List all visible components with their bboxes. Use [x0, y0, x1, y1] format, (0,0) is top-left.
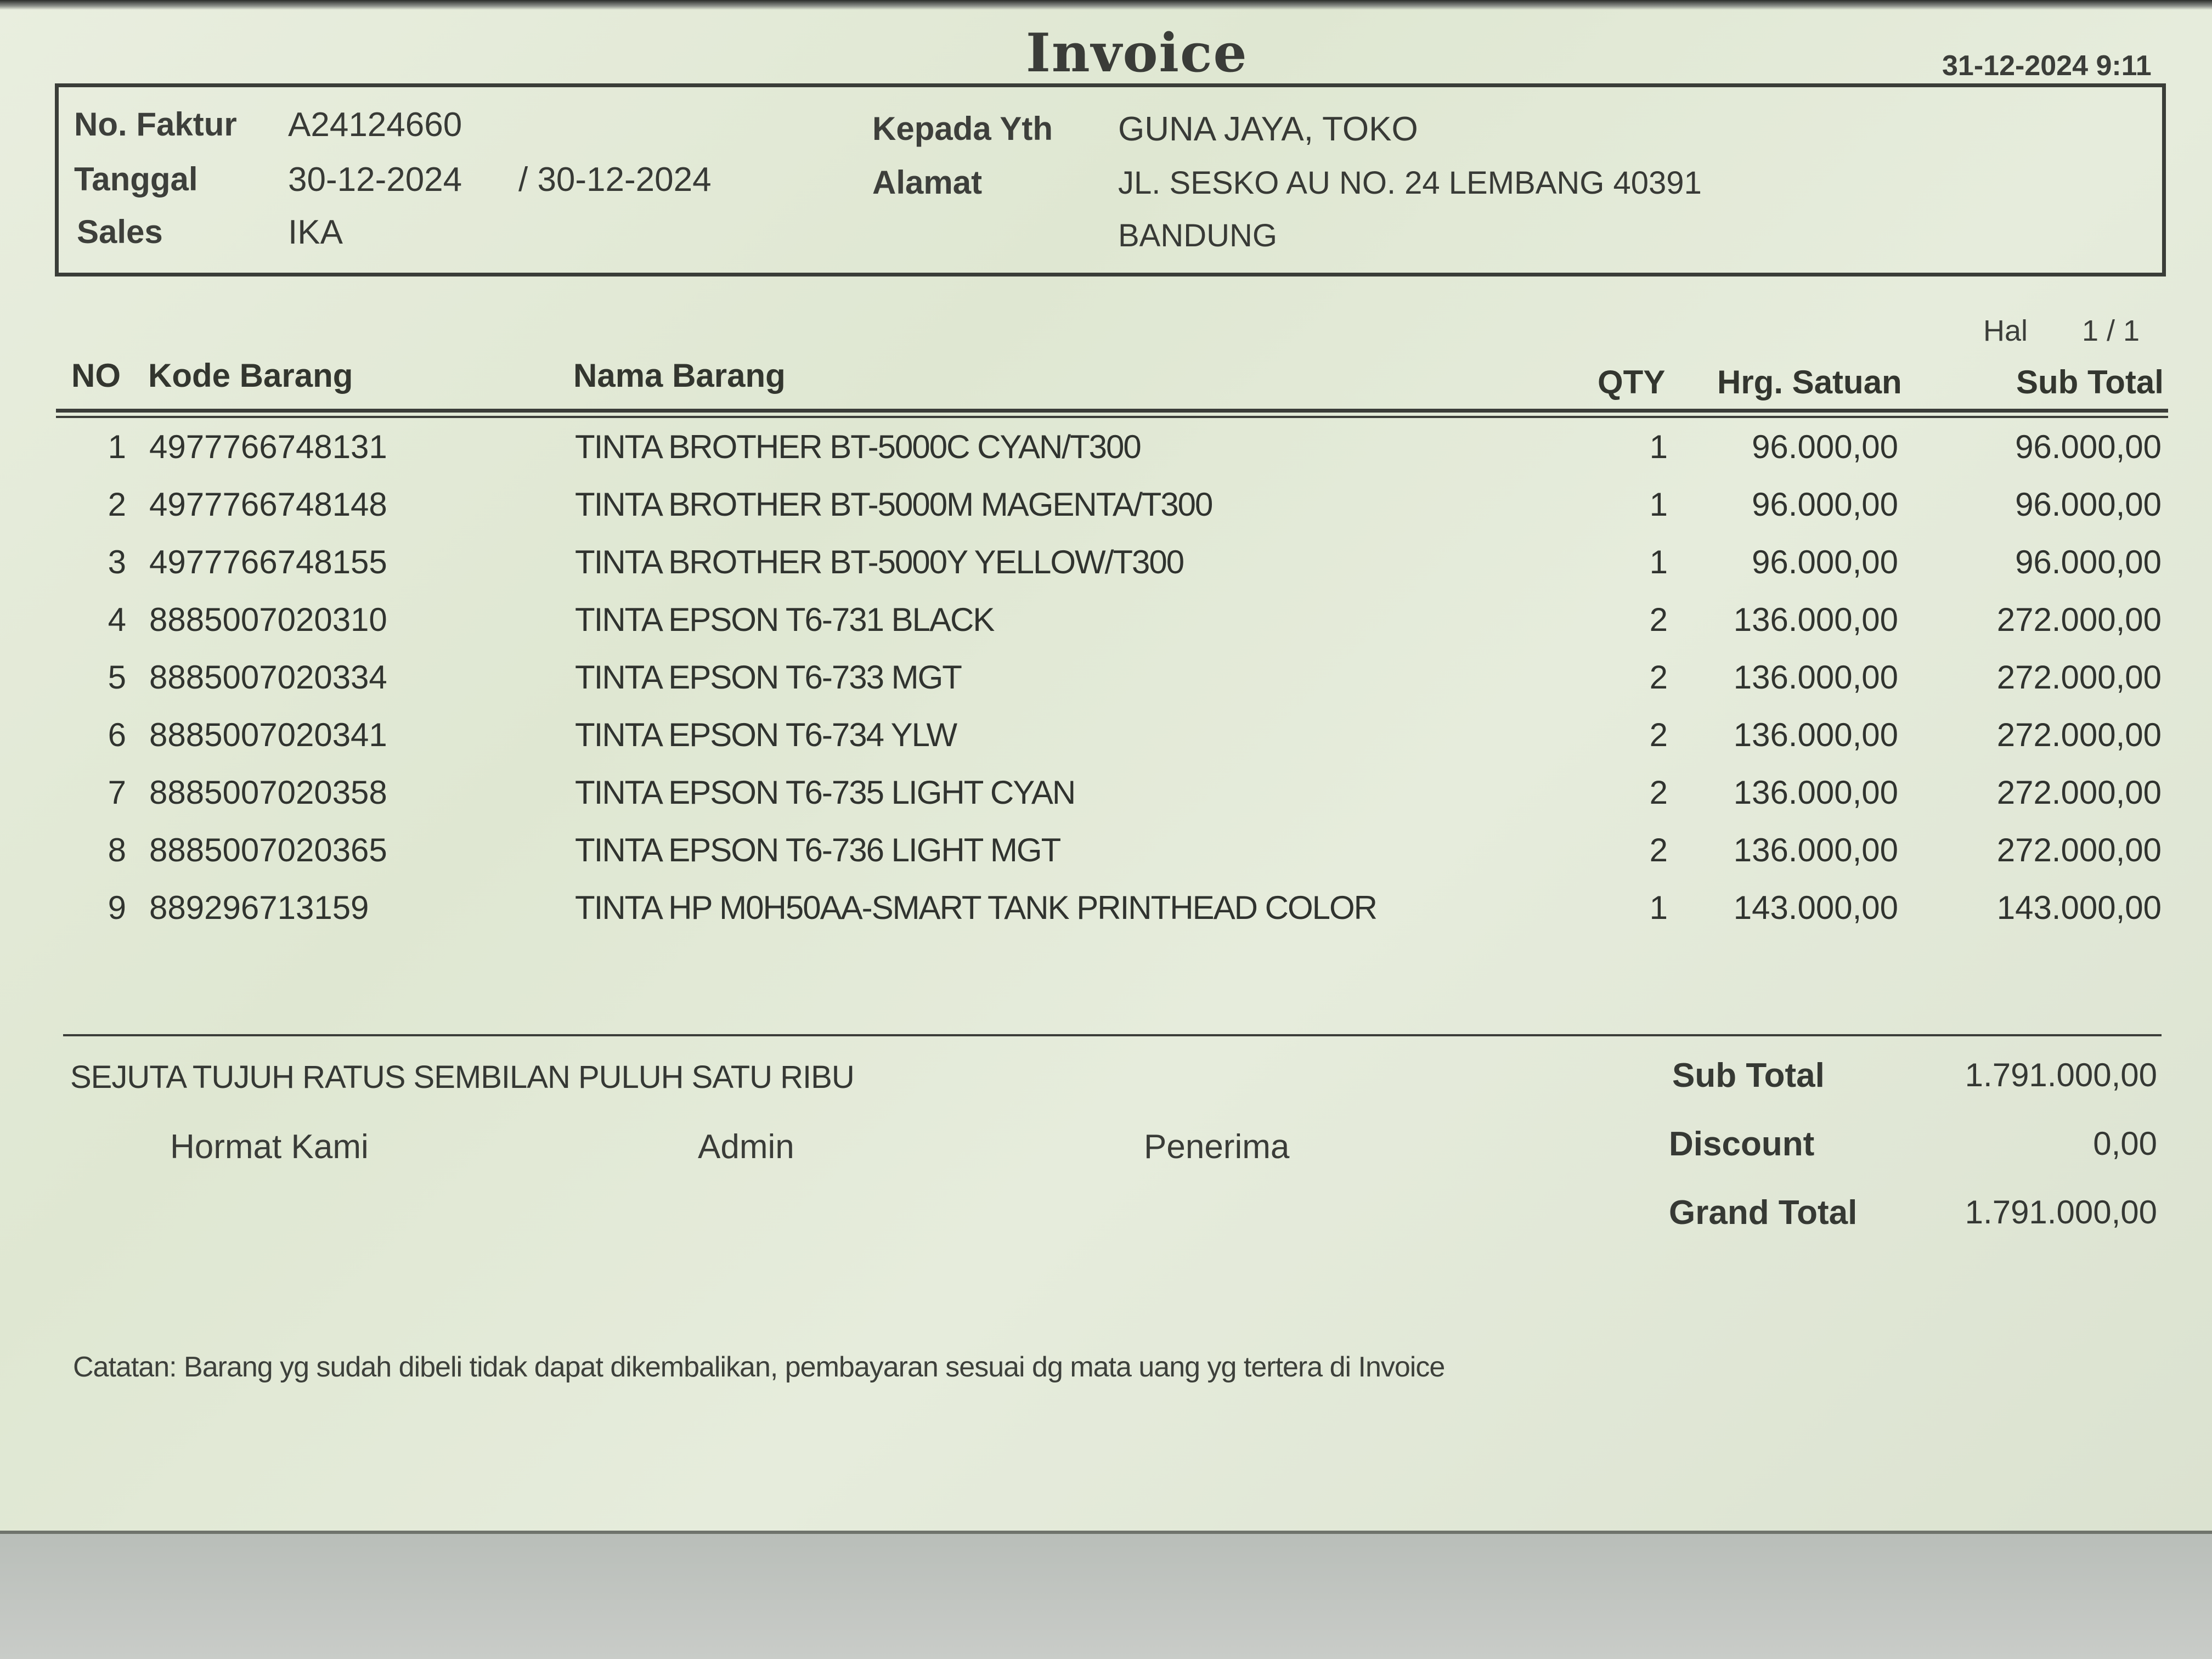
header-rule-bottom: [56, 416, 2168, 418]
row-qty: 1: [1649, 889, 1668, 926]
col-header-nama: Nama Barang: [573, 357, 786, 394]
table-row: [0, 774, 2212, 831]
row-subtotal: 272.000,00: [1996, 832, 2162, 868]
row-harga: 96.000,00: [1752, 544, 1898, 580]
grandtotal-label: Grand Total: [1669, 1194, 1858, 1232]
row-kode: 8885007020334: [149, 659, 387, 696]
header-rule-top: [56, 409, 2168, 413]
table-row: [0, 601, 2212, 658]
row-no: 8: [108, 832, 126, 868]
row-no: 4: [108, 601, 126, 638]
page-number: 1 / 1: [2082, 314, 2140, 347]
row-no: 7: [108, 774, 126, 811]
table-row: [0, 831, 2212, 889]
row-subtotal: 272.000,00: [1996, 716, 2162, 753]
row-subtotal: 143.000,00: [1996, 889, 2162, 926]
table-row: [0, 486, 2212, 543]
row-kode: 889296713159: [149, 889, 369, 926]
row-qty: 2: [1649, 774, 1668, 811]
row-no: 6: [108, 716, 126, 753]
top-shadow: [0, 0, 2212, 10]
tanggal-value: 30-12-2024: [288, 161, 462, 199]
table-row: [0, 428, 2212, 486]
tanggal-due-value: / 30-12-2024: [518, 161, 712, 199]
signature-penerima: Penerima: [1144, 1128, 1290, 1166]
print-datetime: 31-12-2024 9:11: [1942, 50, 2152, 82]
subtotal-label: Sub Total: [1672, 1057, 1825, 1094]
row-kode: 8885007020310: [149, 601, 387, 638]
row-subtotal: 272.000,00: [1996, 601, 2162, 638]
row-qty: 2: [1649, 601, 1668, 638]
row-kode: 8885007020341: [149, 716, 387, 753]
row-harga: 143.000,00: [1733, 889, 1898, 926]
discount-value: 0,00: [2093, 1125, 2157, 1162]
signature-admin: Admin: [698, 1128, 794, 1166]
row-qty: 2: [1649, 659, 1668, 696]
row-subtotal: 96.000,00: [2015, 486, 2162, 523]
row-kode: 8885007020358: [149, 774, 387, 811]
row-subtotal: 272.000,00: [1996, 659, 2162, 696]
row-harga: 96.000,00: [1752, 428, 1898, 465]
row-no: 3: [108, 544, 126, 580]
row-nama: TINTA BROTHER BT-5000M MAGENTA/T300: [575, 486, 1212, 523]
faktur-value: A24124660: [288, 106, 462, 144]
faktur-label: No. Faktur: [74, 106, 237, 143]
invoice-title: Invoice: [1026, 22, 1248, 84]
row-harga: 136.000,00: [1733, 601, 1898, 638]
row-nama: TINTA EPSON T6-734 YLW: [575, 716, 957, 753]
row-harga: 136.000,00: [1733, 716, 1898, 753]
row-harga: 136.000,00: [1733, 832, 1898, 868]
items-table: [0, 428, 2212, 946]
amount-in-words: SEJUTA TUJUH RATUS SEMBILAN PULUH SATU RIBU: [70, 1059, 854, 1095]
alamat-line2: BANDUNG: [1118, 218, 1278, 253]
kepada-label: Kepada Yth: [872, 110, 1053, 147]
row-no: 5: [108, 659, 126, 696]
table-row: [0, 889, 2212, 946]
row-kode: 4977766748155: [149, 544, 387, 580]
row-no: 2: [108, 486, 126, 523]
row-nama: TINTA EPSON T6-736 LIGHT MGT: [575, 832, 1060, 868]
tanggal-label: Tanggal: [74, 161, 198, 198]
row-nama: TINTA EPSON T6-731 BLACK: [575, 601, 994, 638]
sales-value: IKA: [288, 213, 343, 251]
table-row: [0, 658, 2212, 716]
col-header-kode: Kode Barang: [148, 357, 353, 394]
row-nama: TINTA EPSON T6-735 LIGHT CYAN: [575, 774, 1075, 811]
row-nama: TINTA HP M0H50AA-SMART TANK PRINTHEAD COLOR: [575, 889, 1376, 926]
signature-hormat-kami: Hormat Kami: [170, 1128, 369, 1166]
row-nama: TINTA BROTHER BT-5000Y YELLOW/T300: [575, 544, 1184, 580]
grandtotal-value: 1.791.000,00: [1965, 1194, 2157, 1231]
col-header-qty: QTY: [1598, 364, 1666, 400]
row-qty: 1: [1649, 428, 1668, 465]
col-header-subtotal: Sub Total: [2016, 364, 2164, 400]
row-nama: TINTA EPSON T6-733 MGT: [575, 659, 961, 696]
row-qty: 2: [1649, 716, 1668, 753]
table-row: [0, 716, 2212, 774]
row-harga: 136.000,00: [1733, 659, 1898, 696]
kepada-value: GUNA JAYA, TOKO: [1118, 110, 1418, 148]
row-nama: TINTA BROTHER BT-5000C CYAN/T300: [575, 428, 1141, 465]
row-subtotal: 272.000,00: [1996, 774, 2162, 811]
subtotal-value: 1.791.000,00: [1965, 1057, 2157, 1093]
row-qty: 2: [1649, 832, 1668, 868]
row-no: 9: [108, 889, 126, 926]
row-qty: 1: [1649, 486, 1668, 523]
row-subtotal: 96.000,00: [2015, 544, 2162, 580]
row-harga: 136.000,00: [1733, 774, 1898, 811]
col-header-no: NO: [71, 357, 121, 394]
row-kode: 4977766748131: [149, 428, 387, 465]
row-harga: 96.000,00: [1752, 486, 1898, 523]
row-subtotal: 96.000,00: [2015, 428, 2162, 465]
row-kode: 4977766748148: [149, 486, 387, 523]
items-bottom-rule: [63, 1034, 2162, 1036]
row-qty: 1: [1649, 544, 1668, 580]
alamat-label: Alamat: [872, 164, 983, 201]
below-page-area: [0, 1534, 2212, 1659]
invoice-note: Catatan: Barang yg sudah dibeli tidak dapat dikembalikan, pembayaran sesuai dg mata uang yg tertera di Invoice: [73, 1351, 1445, 1383]
col-header-harga: Hrg. Satuan: [1717, 364, 1902, 400]
alamat-line1: JL. SESKO AU NO. 24 LEMBANG 40391: [1118, 165, 1702, 201]
page-label: Hal: [1983, 314, 2028, 347]
table-row: [0, 543, 2212, 601]
sales-label: Sales: [77, 213, 163, 250]
row-no: 1: [108, 428, 126, 465]
discount-label: Discount: [1669, 1125, 1815, 1163]
row-kode: 8885007020365: [149, 832, 387, 868]
